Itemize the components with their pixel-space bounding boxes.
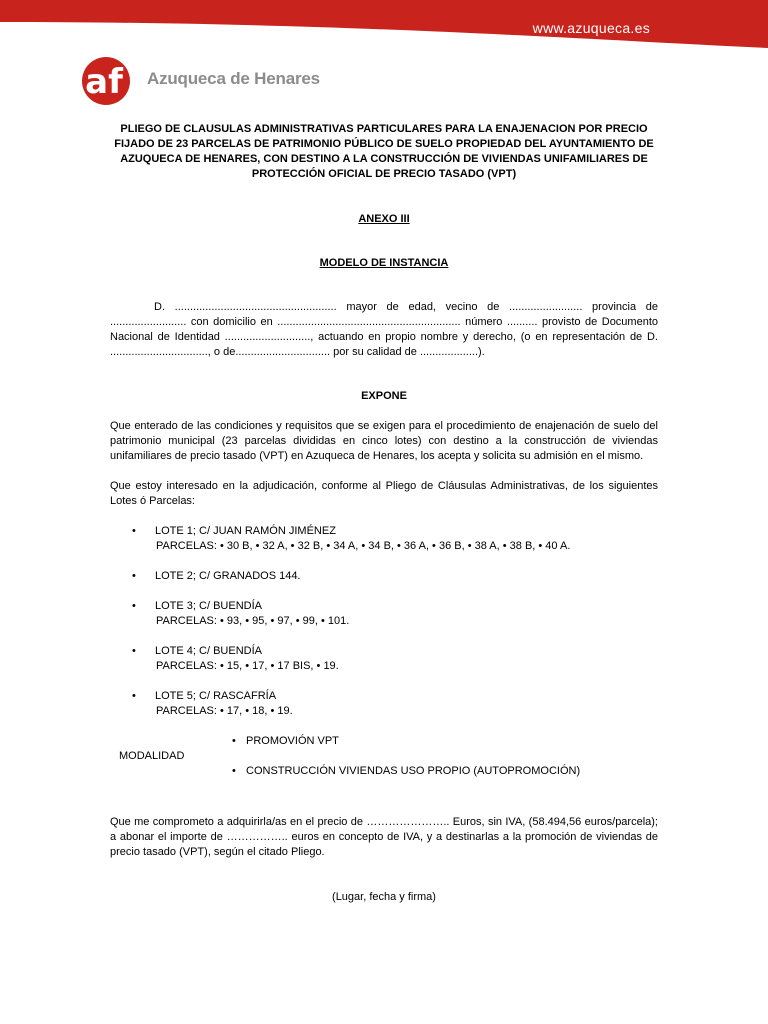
document-title: PLIEGO DE CLAUSULAS ADMINISTRATIVAS PARTICULARES PARA LA ENAJENACION POR PRECIO FIJADO DE 23 PARCELAS DE PATRIMONIO PÚBLICO DE SUELO PROPIEDAD DEL AYUNTAMIENTO DE AZUQUECA DE HENARES, CON DESTINO A LA CONSTRUCCIÓN DE VIVIENDAS UNIFAMILIARES DE PROTECCIÓN OFICIAL DE PRECIO TASADO (VPT) <box>114 123 654 180</box>
list-item-lot-5 <box>110 689 658 719</box>
bullet-icon: • <box>132 690 136 702</box>
lot-name: LOTE 1; C/ JUAN RAMÓN JIMÉNEZ <box>155 525 336 537</box>
lot-parcels: PARCELAS: • 15, • 17, • 17 BIS, • 19. <box>156 660 339 672</box>
lot-parcels: PARCELAS: • 93, • 95, • 97, • 99, • 101. <box>156 615 350 627</box>
list-item-lot-2 <box>110 569 658 584</box>
expone-paragraph-1: Que enterado de las condiciones y requisitos que se exigen para el procedimiento de enajenación de suelo del patrimonio municipal (23 parcelas divididas en cinco lotes) con destino a la construcción de viviendas unifamiliares de precio tasado (VPT) en Azuqueca de Henares, los acepta y solicita su admisión en el mismo. <box>110 420 658 462</box>
modalidad-option-autopromocion[interactable] <box>232 764 581 779</box>
list-item-lot-1 <box>110 524 658 554</box>
site-url[interactable]: www.azuqueca.es <box>532 20 650 36</box>
intro-paragraph: D. ..................................................... mayor de edad, vecino de ........................ provincia de ......................... con domicilio en ............................................................ número .......... provisto de Documento Nacional de Identidad ............................, actuando en propio nombre y derecho, (o en representación de D. ................................, o de............................... por su calidad de ...................). <box>110 301 658 358</box>
bullet-icon: • <box>132 525 136 537</box>
model-heading: MODELO DE INSTANCIA <box>319 257 449 269</box>
bullet-icon: • <box>132 645 136 657</box>
modalidad-block <box>110 734 658 782</box>
banner-shape <box>0 0 768 50</box>
bullet-icon: • <box>132 600 136 612</box>
lot-parcels: PARCELAS: • 30 B, • 32 A, • 32 B, • 34 A, • 34 B, • 36 A, • 36 B, • 38 A, • 38 B, • 40 A. <box>156 540 571 552</box>
lot-name: LOTE 4; C/ BUENDÍA <box>155 645 262 657</box>
modalidad-label: MODALIDAD <box>119 750 185 762</box>
logo-letters: af <box>85 62 123 102</box>
list-item-lot-3 <box>110 599 658 629</box>
org-name: Azuqueca de Henares <box>147 69 320 88</box>
expone-heading: EXPONE <box>361 390 407 402</box>
modalidad-option-label: PROMOVIÓN VPT <box>246 735 339 747</box>
logo-icon <box>70 56 140 106</box>
bullet-icon: • <box>232 765 236 777</box>
lot-name: LOTE 3; C/ BUENDÍA <box>155 600 262 612</box>
signature-line: (Lugar, fecha y firma) <box>332 891 436 903</box>
lot-name: LOTE 5; C/ RASCAFRÍA <box>155 690 277 702</box>
lots-list <box>110 524 658 719</box>
modalidad-option-label: CONSTRUCCIÓN VIVIENDAS USO PROPIO (AUTOPROMOCIÓN) <box>246 765 581 777</box>
lot-parcels: PARCELAS: • 17, • 18, • 19. <box>156 705 293 717</box>
header-banner <box>0 0 768 50</box>
expone-paragraph-2: Que estoy interesado en la adjudicación, conforme al Pliego de Cláusulas Administrativas, de los siguientes Lotes ó Parcelas: <box>110 480 658 507</box>
annex-heading: ANEXO III <box>358 213 410 225</box>
modalidad-option-vpt[interactable] <box>232 734 339 749</box>
bullet-icon: • <box>232 735 236 747</box>
lot-name: LOTE 2; C/ GRANADOS 144. <box>155 570 301 582</box>
list-item-lot-4 <box>110 644 658 674</box>
bullet-icon: • <box>132 570 136 582</box>
commitment-paragraph: Que me comprometo a adquirirla/as en el precio de ………………….. Euros, sin IVA, (58.494,56 euros/parcela); a abonar el importe de …………….. euros en concepto de IVA, y a destinarlas a la promoción de viviendas de precio tasado (VPT), según el citado Pliego. <box>110 816 658 858</box>
document-body <box>110 122 658 905</box>
